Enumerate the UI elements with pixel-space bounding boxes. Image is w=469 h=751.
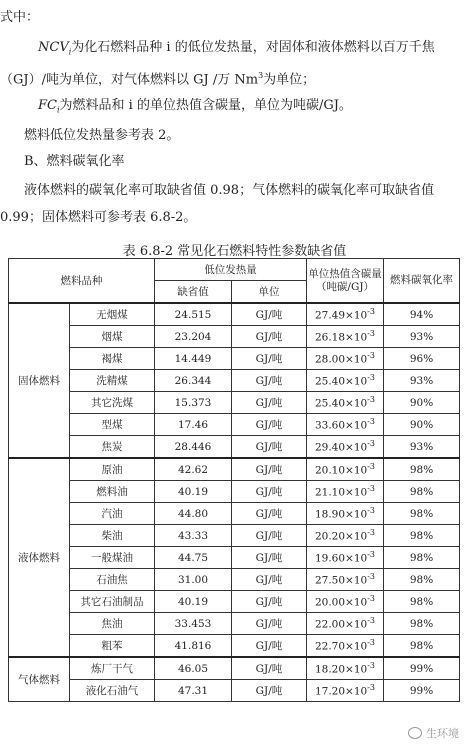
carbon-cell: $18.90\times 10^{-3}$	[307, 503, 384, 525]
table-row	[9, 635, 460, 658]
oxidation-cell: 93%	[384, 370, 460, 392]
value-cell: 33.453	[155, 613, 232, 635]
watermark-text: 生环境	[426, 727, 459, 740]
header-oxidation: 燃料碳氧化率	[384, 259, 460, 304]
oxidation-cell: 98%	[384, 613, 460, 635]
oxidation-cell: 98%	[384, 481, 460, 503]
oxidation-cell: 99%	[384, 680, 460, 702]
value-cell: 40.19	[155, 481, 232, 503]
value-cell: 42.62	[155, 458, 232, 481]
value-cell: 31.00	[155, 569, 232, 591]
unit-cell: GJ/吨	[232, 370, 307, 392]
table-row	[9, 547, 460, 569]
fuel-name-cell: 其它洗煤	[70, 392, 155, 414]
header-unit: 单位	[232, 281, 307, 304]
table-row	[9, 503, 460, 525]
value-cell: 46.05	[155, 657, 232, 680]
table-row	[9, 613, 460, 635]
carbon-cell: $27.49\times 10^{-3}$	[307, 303, 384, 326]
unit-cell: GJ/吨	[232, 303, 307, 326]
unit-cell: GJ/吨	[232, 591, 307, 613]
fuel-name-cell: 汽油	[70, 503, 155, 525]
table-row	[9, 303, 460, 326]
header-heat: 低位发热量	[155, 259, 307, 281]
carbon-cell: $22.00\times 10^{-3}$	[307, 613, 384, 635]
oxidation-cell: 98%	[384, 635, 460, 658]
table-row	[9, 414, 460, 436]
oxidation-cell: 98%	[384, 591, 460, 613]
table-row	[9, 525, 460, 547]
fuel-name-cell: 柴油	[70, 525, 155, 547]
value-cell: 47.31	[155, 680, 232, 702]
value-cell: 28.446	[155, 436, 232, 459]
table-body	[9, 303, 460, 702]
text-line-3: （GJ）/吨为单位，对气体燃料以 GJ /万 Nm$^3$为单位；	[0, 71, 316, 88]
fuel-name-cell: 液化石油气	[70, 680, 155, 702]
carbon-cell: $28.00\times 10^{-3}$	[307, 348, 384, 370]
fuel-name-cell: 无烟煤	[70, 303, 155, 326]
fuel-name-cell: 焦炭	[70, 436, 155, 459]
carbon-cell: $27.50\times 10^{-3}$	[307, 569, 384, 591]
table-row	[9, 680, 460, 702]
table-row	[9, 392, 460, 414]
oxidation-cell: 98%	[384, 569, 460, 591]
carbon-cell: $22.70\times 10^{-3}$	[307, 635, 384, 658]
carbon-cell: $18.20\times 10^{-3}$	[307, 657, 384, 680]
table-row	[9, 657, 460, 680]
unit-cell: GJ/吨	[232, 326, 307, 348]
table-row	[9, 436, 460, 459]
fuel-name-cell: 粗苯	[70, 635, 155, 658]
unit-cell: GJ/吨	[232, 458, 307, 481]
group-cell: 固体燃料	[9, 303, 70, 458]
text-line-6: B、燃料碳氧化率	[24, 154, 125, 169]
unit-cell: GJ/吨	[232, 525, 307, 547]
fuel-name-cell: 炼厂干气	[70, 657, 155, 680]
value-cell: 24.515	[155, 303, 232, 326]
header-fuel: 燃料品种	[9, 259, 155, 304]
group-cell: 气体燃料	[9, 657, 70, 702]
table-row	[9, 326, 460, 348]
unit-cell: GJ/吨	[232, 613, 307, 635]
table-row	[9, 591, 460, 613]
text-line-4: $FC_i$为燃料品和 i 的单位热值含碳量，单位为吨碳/GJ。	[38, 98, 352, 115]
watermark	[408, 725, 459, 741]
carbon-cell: $26.18\times 10^{-3}$	[307, 326, 384, 348]
unit-cell: GJ/吨	[232, 348, 307, 370]
value-cell: 40.19	[155, 591, 232, 613]
oxidation-cell: 98%	[384, 458, 460, 481]
unit-cell: GJ/吨	[232, 481, 307, 503]
carbon-cell: $29.40\times 10^{-3}$	[307, 436, 384, 459]
fuel-name-cell: 燃料油	[70, 481, 155, 503]
fuel-name-cell: 原油	[70, 458, 155, 481]
wechat-icon	[408, 727, 422, 739]
unit-cell: GJ/吨	[232, 569, 307, 591]
text-line-7: 液体燃料的碳氧化率可取缺省值 0.98；气体燃料的碳氧化率可取缺省值	[24, 183, 435, 198]
carbon-cell: $19.60\times 10^{-3}$	[307, 547, 384, 569]
text-line-2: $NCV_i$为化石燃料品种 i 的低位发热量，对固体和液体燃料以百万千焦	[38, 40, 435, 57]
header-default: 缺省值	[155, 281, 232, 304]
fuel-name-cell: 焦油	[70, 613, 155, 635]
oxidation-cell: 93%	[384, 326, 460, 348]
text-line-8: 0.99；固体燃料可参考表 6.8-2。	[0, 210, 197, 225]
text-line-1: 式中：	[0, 10, 40, 25]
carbon-cell: $20.10\times 10^{-3}$	[307, 458, 384, 481]
carbon-cell: $21.10\times 10^{-3}$	[307, 481, 384, 503]
unit-cell: GJ/吨	[232, 392, 307, 414]
table-caption: 表 6.8-2 常见化石燃料特性参数缺省值	[122, 244, 347, 259]
carbon-cell: $25.40\times 10^{-3}$	[307, 370, 384, 392]
fuel-name-cell: 褐煤	[70, 348, 155, 370]
unit-cell: GJ/吨	[232, 635, 307, 658]
value-cell: 15.373	[155, 392, 232, 414]
unit-cell: GJ/吨	[232, 436, 307, 459]
unit-cell: GJ/吨	[232, 547, 307, 569]
fuel-name-cell: 洗精煤	[70, 370, 155, 392]
unit-cell: GJ/吨	[232, 657, 307, 680]
carbon-cell: $17.20\times 10^{-3}$	[307, 680, 384, 702]
unit-cell: GJ/吨	[232, 680, 307, 702]
value-cell: 23.204	[155, 326, 232, 348]
carbon-cell: $20.00\times 10^{-3}$	[307, 591, 384, 613]
fuel-name-cell: 一般煤油	[70, 547, 155, 569]
group-cell: 液体燃料	[9, 458, 70, 657]
fuel-name-cell: 型煤	[70, 414, 155, 436]
oxidation-cell: 96%	[384, 348, 460, 370]
fuel-name-cell: 石油焦	[70, 569, 155, 591]
value-cell: 44.75	[155, 547, 232, 569]
oxidation-cell: 90%	[384, 414, 460, 436]
oxidation-cell: 98%	[384, 503, 460, 525]
carbon-cell: $25.40\times 10^{-3}$	[307, 392, 384, 414]
value-cell: 43.33	[155, 525, 232, 547]
fuel-name-cell: 其它石油制品	[70, 591, 155, 613]
value-cell: 44.80	[155, 503, 232, 525]
fuel-name-cell: 烟煤	[70, 326, 155, 348]
fuel-parameters-table	[8, 258, 460, 702]
table-row	[9, 348, 460, 370]
table-row	[9, 458, 460, 481]
value-cell: 17.46	[155, 414, 232, 436]
header-carbon: 单位热值含碳量（吨碳/GJ）	[307, 259, 384, 304]
oxidation-cell: 99%	[384, 657, 460, 680]
table-row	[9, 481, 460, 503]
oxidation-cell: 94%	[384, 303, 460, 326]
unit-cell: GJ/吨	[232, 414, 307, 436]
table-row	[9, 569, 460, 591]
unit-cell: GJ/吨	[232, 503, 307, 525]
oxidation-cell: 90%	[384, 392, 460, 414]
carbon-cell: $20.20\times 10^{-3}$	[307, 525, 384, 547]
carbon-cell: $33.60\times 10^{-3}$	[307, 414, 384, 436]
oxidation-cell: 98%	[384, 525, 460, 547]
value-cell: 14.449	[155, 348, 232, 370]
oxidation-cell: 93%	[384, 436, 460, 459]
table-row	[9, 370, 460, 392]
value-cell: 26.344	[155, 370, 232, 392]
oxidation-cell: 98%	[384, 547, 460, 569]
text-line-5: 燃料低位发热量参考表 2。	[24, 128, 180, 143]
value-cell: 41.816	[155, 635, 232, 658]
